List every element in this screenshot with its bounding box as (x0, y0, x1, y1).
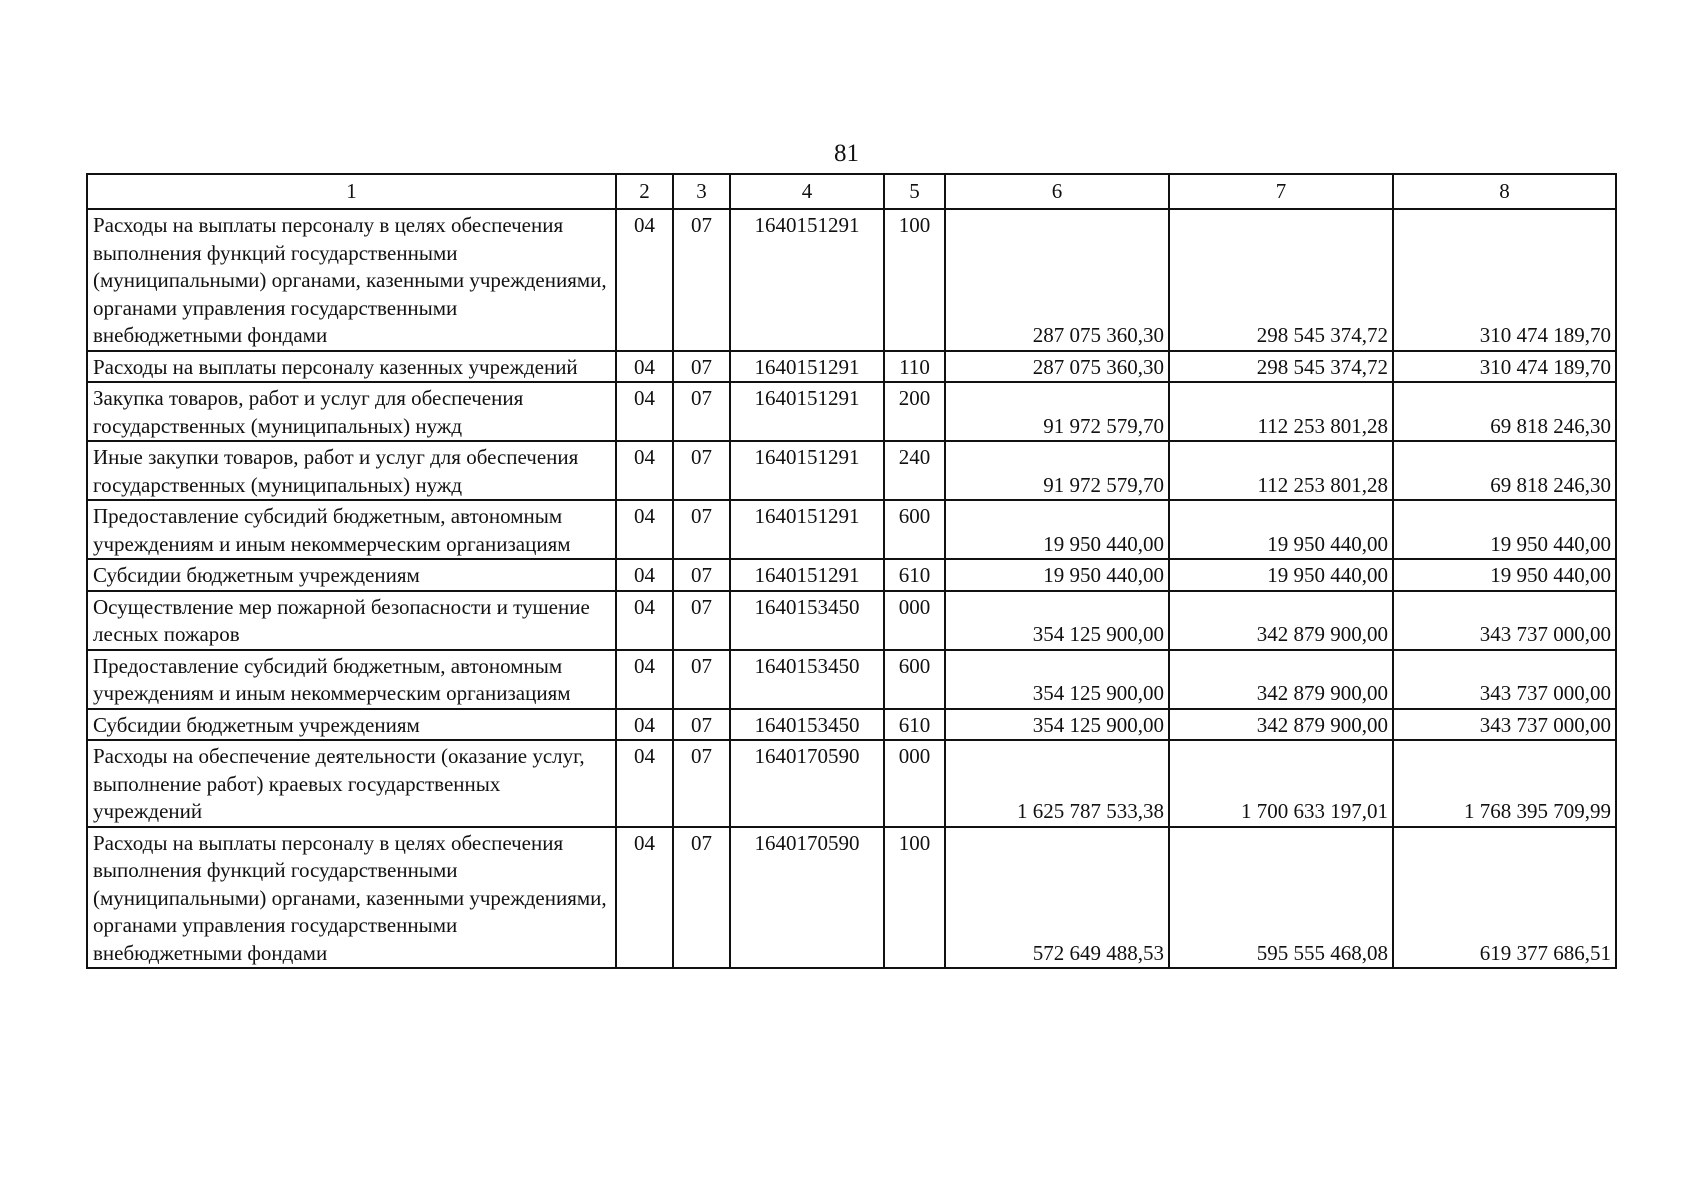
header-cell: 1 (87, 174, 616, 209)
amount-cell-col7: 19 950 440,00 (1169, 500, 1393, 559)
section-code-cell: 04 (616, 500, 673, 559)
amount-cell-col7: 19 950 440,00 (1169, 559, 1393, 591)
subsection-code-cell: 07 (673, 209, 730, 351)
amount-cell-col6: 287 075 360,30 (945, 209, 1169, 351)
header-cell: 5 (884, 174, 945, 209)
subsection-code-cell: 07 (673, 650, 730, 709)
target-article-cell: 1640153450 (730, 591, 884, 650)
header-cell: 6 (945, 174, 1169, 209)
header-cell: 7 (1169, 174, 1393, 209)
budget-table (86, 173, 1617, 969)
amount-cell-col8: 69 818 246,30 (1393, 441, 1616, 500)
amount-cell-col7: 342 879 900,00 (1169, 709, 1393, 741)
target-article-cell: 1640151291 (730, 559, 884, 591)
expense-type-cell: 100 (884, 827, 945, 969)
expense-name-cell: Субсидии бюджетным учреждениям (87, 559, 616, 591)
target-article-cell: 1640151291 (730, 209, 884, 351)
table-row (87, 827, 1616, 969)
amount-cell-col6: 19 950 440,00 (945, 559, 1169, 591)
amount-cell-col6: 91 972 579,70 (945, 441, 1169, 500)
expense-name-cell: Предоставление субсидий бюджетным, автономным учреждениям и иным некоммерческим организациям (87, 650, 616, 709)
section-code-cell: 04 (616, 827, 673, 969)
expense-name-cell: Расходы на выплаты персоналу казенных учреждений (87, 351, 616, 383)
table-row (87, 591, 1616, 650)
amount-cell-col6: 287 075 360,30 (945, 351, 1169, 383)
target-article-cell: 1640151291 (730, 441, 884, 500)
table-row (87, 559, 1616, 591)
amount-cell-col8: 343 737 000,00 (1393, 709, 1616, 741)
amount-cell-col7: 112 253 801,28 (1169, 441, 1393, 500)
amount-cell-col8: 619 377 686,51 (1393, 827, 1616, 969)
expense-name-cell: Предоставление субсидий бюджетным, автономным учреждениям и иным некоммерческим организациям (87, 500, 616, 559)
amount-cell-col7: 1 700 633 197,01 (1169, 740, 1393, 827)
section-code-cell: 04 (616, 559, 673, 591)
subsection-code-cell: 07 (673, 500, 730, 559)
section-code-cell: 04 (616, 740, 673, 827)
expense-type-cell: 600 (884, 500, 945, 559)
expense-type-cell: 000 (884, 591, 945, 650)
amount-cell-col8: 343 737 000,00 (1393, 650, 1616, 709)
table-row (87, 351, 1616, 383)
subsection-code-cell: 07 (673, 709, 730, 741)
target-article-cell: 1640170590 (730, 740, 884, 827)
subsection-code-cell: 07 (673, 740, 730, 827)
expense-name-cell: Расходы на выплаты персоналу в целях обеспечения выполнения функций государственными (муниципальными) органами, казенными учреждениями, органами управления государственными внебюджетными фондами (87, 209, 616, 351)
header-cell: 8 (1393, 174, 1616, 209)
section-code-cell: 04 (616, 709, 673, 741)
amount-cell-col7: 112 253 801,28 (1169, 382, 1393, 441)
section-code-cell: 04 (616, 591, 673, 650)
expense-type-cell: 100 (884, 209, 945, 351)
amount-cell-col8: 1 768 395 709,99 (1393, 740, 1616, 827)
target-article-cell: 1640153450 (730, 709, 884, 741)
expense-type-cell: 240 (884, 441, 945, 500)
expense-type-cell: 200 (884, 382, 945, 441)
page-number: 81 (834, 140, 859, 167)
table-row (87, 382, 1616, 441)
table-row (87, 441, 1616, 500)
amount-cell-col6: 354 125 900,00 (945, 591, 1169, 650)
table-row (87, 209, 1616, 351)
amount-cell-col8: 343 737 000,00 (1393, 591, 1616, 650)
subsection-code-cell: 07 (673, 559, 730, 591)
header-cell: 4 (730, 174, 884, 209)
expense-name-cell: Субсидии бюджетным учреждениям (87, 709, 616, 741)
amount-cell-col7: 298 545 374,72 (1169, 351, 1393, 383)
header-row (87, 174, 1616, 209)
table-body (87, 174, 1616, 968)
target-article-cell: 1640151291 (730, 500, 884, 559)
expense-type-cell: 000 (884, 740, 945, 827)
amount-cell-col7: 595 555 468,08 (1169, 827, 1393, 969)
amount-cell-col7: 342 879 900,00 (1169, 650, 1393, 709)
amount-cell-col8: 19 950 440,00 (1393, 559, 1616, 591)
section-code-cell: 04 (616, 441, 673, 500)
amount-cell-col7: 298 545 374,72 (1169, 209, 1393, 351)
amount-cell-col7: 342 879 900,00 (1169, 591, 1393, 650)
table-row (87, 709, 1616, 741)
subsection-code-cell: 07 (673, 382, 730, 441)
amount-cell-col6: 1 625 787 533,38 (945, 740, 1169, 827)
expense-type-cell: 600 (884, 650, 945, 709)
expense-name-cell: Иные закупки товаров, работ и услуг для обеспечения государственных (муниципальных) нужд (87, 441, 616, 500)
header-cell: 2 (616, 174, 673, 209)
section-code-cell: 04 (616, 351, 673, 383)
expense-name-cell: Закупка товаров, работ и услуг для обеспечения государственных (муниципальных) нужд (87, 382, 616, 441)
target-article-cell: 1640151291 (730, 351, 884, 383)
table-row (87, 650, 1616, 709)
subsection-code-cell: 07 (673, 827, 730, 969)
amount-cell-col8: 69 818 246,30 (1393, 382, 1616, 441)
amount-cell-col8: 19 950 440,00 (1393, 500, 1616, 559)
subsection-code-cell: 07 (673, 591, 730, 650)
expense-name-cell: Расходы на обеспечение деятельности (оказание услуг, выполнение работ) краевых государственных учреждений (87, 740, 616, 827)
subsection-code-cell: 07 (673, 351, 730, 383)
amount-cell-col6: 354 125 900,00 (945, 650, 1169, 709)
target-article-cell: 1640153450 (730, 650, 884, 709)
section-code-cell: 04 (616, 382, 673, 441)
expense-type-cell: 110 (884, 351, 945, 383)
section-code-cell: 04 (616, 209, 673, 351)
subsection-code-cell: 07 (673, 441, 730, 500)
target-article-cell: 1640151291 (730, 382, 884, 441)
amount-cell-col8: 310 474 189,70 (1393, 351, 1616, 383)
amount-cell-col6: 354 125 900,00 (945, 709, 1169, 741)
target-article-cell: 1640170590 (730, 827, 884, 969)
expense-name-cell: Осуществление мер пожарной безопасности и тушение лесных пожаров (87, 591, 616, 650)
expense-type-cell: 610 (884, 559, 945, 591)
amount-cell-col8: 310 474 189,70 (1393, 209, 1616, 351)
table-row (87, 740, 1616, 827)
header-cell: 3 (673, 174, 730, 209)
section-code-cell: 04 (616, 650, 673, 709)
amount-cell-col6: 91 972 579,70 (945, 382, 1169, 441)
amount-cell-col6: 572 649 488,53 (945, 827, 1169, 969)
expense-name-cell: Расходы на выплаты персоналу в целях обеспечения выполнения функций государственными (муниципальными) органами, казенными учреждениями, органами управления государственными внебюджетными фондами (87, 827, 616, 969)
expense-type-cell: 610 (884, 709, 945, 741)
amount-cell-col6: 19 950 440,00 (945, 500, 1169, 559)
table-row (87, 500, 1616, 559)
